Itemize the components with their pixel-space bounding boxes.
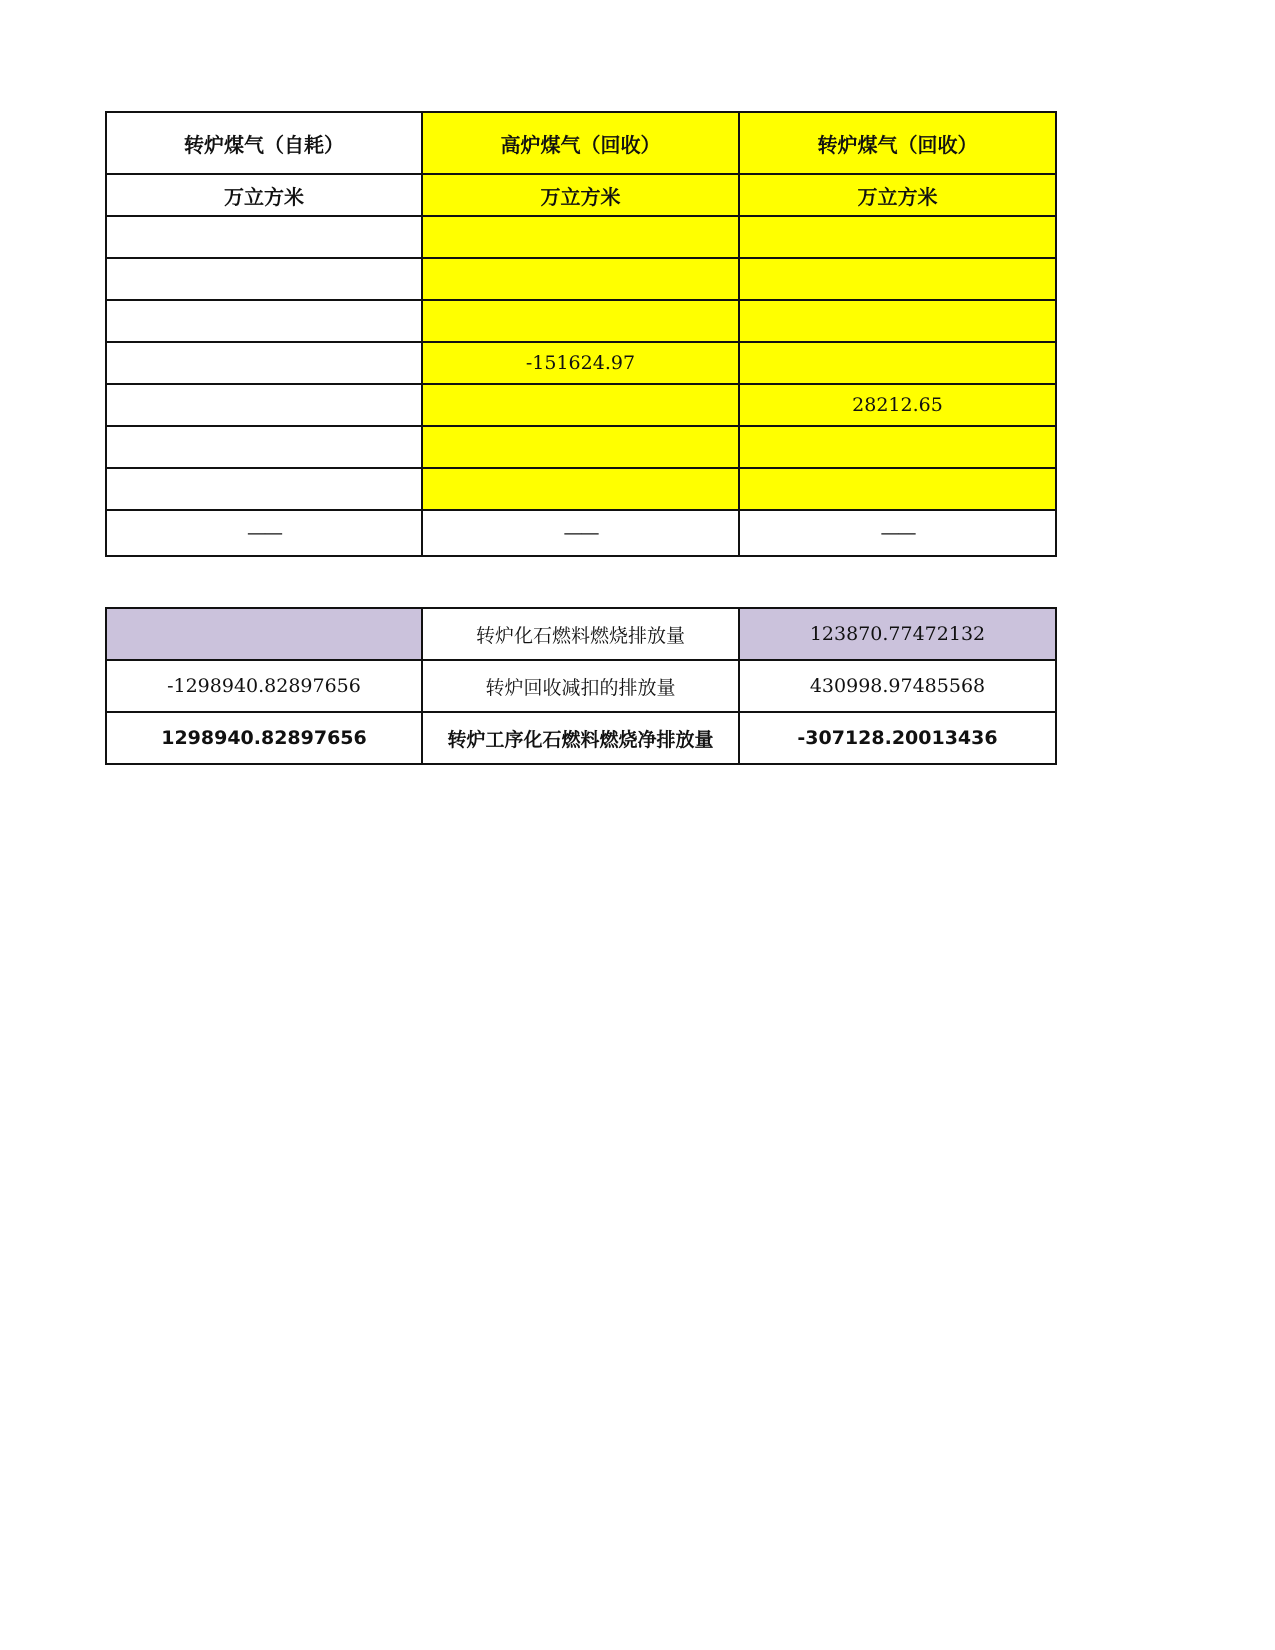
table-row: [106, 468, 1056, 510]
summary-value: 430998.97485568: [739, 660, 1056, 712]
header-converter-gas-recovery: 转炉煤气（回收）: [739, 112, 1056, 174]
unit-cell: 万立方米: [106, 174, 422, 216]
table-cell: [422, 426, 739, 468]
table-cell: [422, 468, 739, 510]
header-converter-gas-self: 转炉煤气（自耗）: [106, 112, 422, 174]
summary-row-recovery-deduction: [106, 660, 1056, 712]
table-cell: [422, 384, 739, 426]
dash-cell: ——: [739, 510, 1056, 556]
summary-value: -1298940.82897656: [106, 660, 422, 712]
summary-value: 123870.77472132: [739, 608, 1056, 660]
table-row: [106, 384, 1056, 426]
table-cell: [739, 258, 1056, 300]
table-cell: [422, 300, 739, 342]
summary-label: 转炉回收减扣的排放量: [422, 660, 739, 712]
table-cell: [106, 300, 422, 342]
table-cell: [106, 342, 422, 384]
table-cell: [739, 216, 1056, 258]
gas-consumption-table: [105, 111, 1057, 557]
summary-label: 转炉化石燃料燃烧排放量: [422, 608, 739, 660]
header-row: [106, 112, 1056, 174]
table-row: [106, 342, 1056, 384]
unit-cell: 万立方米: [739, 174, 1056, 216]
summary-value: -307128.20013436: [739, 712, 1056, 764]
converter-gas-recovery-value: 28212.65: [739, 384, 1056, 426]
table-cell: [739, 342, 1056, 384]
table-cell: [422, 258, 739, 300]
table-cell: [739, 300, 1056, 342]
table-cell: [106, 608, 422, 660]
blast-furnace-gas-value: -151624.97: [422, 342, 739, 384]
dash-cell: ——: [106, 510, 422, 556]
summary-label: 转炉工序化石燃料燃烧净排放量: [422, 712, 739, 764]
unit-cell: 万立方米: [422, 174, 739, 216]
summary-row-fossil-fuel: [106, 608, 1056, 660]
table-row: [106, 258, 1056, 300]
table-cell: [739, 468, 1056, 510]
dash-cell: ——: [422, 510, 739, 556]
table-cell: [739, 426, 1056, 468]
table-row: [106, 216, 1056, 258]
header-blast-furnace-gas-recovery: 高炉煤气（回收）: [422, 112, 739, 174]
table-cell: [106, 384, 422, 426]
table-cell: [422, 216, 739, 258]
summary-row-net-emission: [106, 712, 1056, 764]
unit-row: [106, 174, 1056, 216]
table-cell: [106, 468, 422, 510]
table-cell: [106, 216, 422, 258]
summary-value: 1298940.82897656: [106, 712, 422, 764]
emission-summary-table: [105, 607, 1057, 765]
dash-row: [106, 510, 1056, 556]
table-cell: [106, 258, 422, 300]
table-cell: [106, 426, 422, 468]
table-row: [106, 426, 1056, 468]
table-row: [106, 300, 1056, 342]
